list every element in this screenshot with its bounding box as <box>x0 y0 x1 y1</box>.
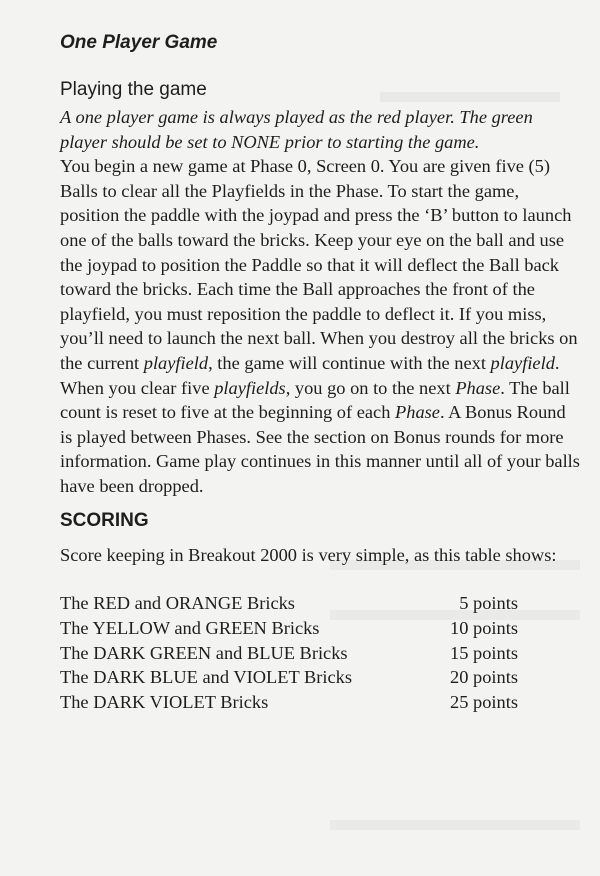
section-heading-playing: Playing the game <box>60 79 207 100</box>
page-title: One Player Game <box>60 32 218 53</box>
gameplay-text: . The ball count is reset to five at the beginning of each <box>60 377 570 423</box>
scoring-table <box>60 591 522 715</box>
gameplay-text: . When you clear five <box>60 352 560 398</box>
brick-label: The DARK VIOLET Bricks <box>60 692 269 713</box>
gameplay-emphasis: Phase <box>455 377 501 398</box>
section-heading-scoring: SCORING <box>60 509 149 531</box>
table-row <box>60 616 522 641</box>
gameplay-text: You begin a new game at Phase 0, Screen 0. You are given five (5) Balls to clear all the Playfields in the Phase. To start the game, position the paddle with the joypad and press the ‘B’ button to launch one of the balls toward the bricks. Keep your eye on the ball and use the joypad to position the Paddle so that it will deflect the Ball back toward the bricks. Each time the Ball approaches the front of the playfield, you must reposition the paddle to deflect it. If you miss, you’ll need to launch the next ball. When you destroy all the bricks on the current <box>60 156 578 373</box>
scoring-intro: Score keeping in Breakout 2000 is very simple, as this table shows: <box>60 544 557 565</box>
points-value: 20 points <box>450 667 518 688</box>
gameplay-emphasis: playfield <box>143 352 209 373</box>
points-value: 5 points <box>459 593 518 614</box>
points-value: 25 points <box>450 692 518 713</box>
brick-label: The DARK BLUE and VIOLET Bricks <box>60 667 352 688</box>
gameplay-paragraph <box>60 154 580 498</box>
intro-note: A one player game is always played as the red player. The green player should be set to NONE prior to starting the game. <box>60 107 533 152</box>
gameplay-emphasis: playfield <box>490 352 555 373</box>
gameplay-emphasis: Phase <box>395 402 440 423</box>
brick-label: The YELLOW and GREEN Bricks <box>60 617 320 638</box>
gameplay-emphasis: playfields <box>214 377 286 398</box>
table-row <box>60 665 522 690</box>
brick-label: The DARK GREEN and BLUE Bricks <box>60 642 348 663</box>
brick-label: The RED and ORANGE Bricks <box>60 593 295 614</box>
gameplay-text: , the game will continue with the next <box>208 352 491 373</box>
table-row <box>60 641 522 666</box>
table-row <box>60 591 522 616</box>
points-value: 10 points <box>450 617 518 638</box>
points-value: 15 points <box>450 642 518 663</box>
table-row <box>60 690 522 715</box>
gameplay-text: , you go on to the next <box>285 377 456 398</box>
gameplay-text: . A Bonus Round is played between Phases. See the section on Bonus rounds for more information. Game play continues in this manner until all of your balls have been dropped. <box>60 402 580 496</box>
